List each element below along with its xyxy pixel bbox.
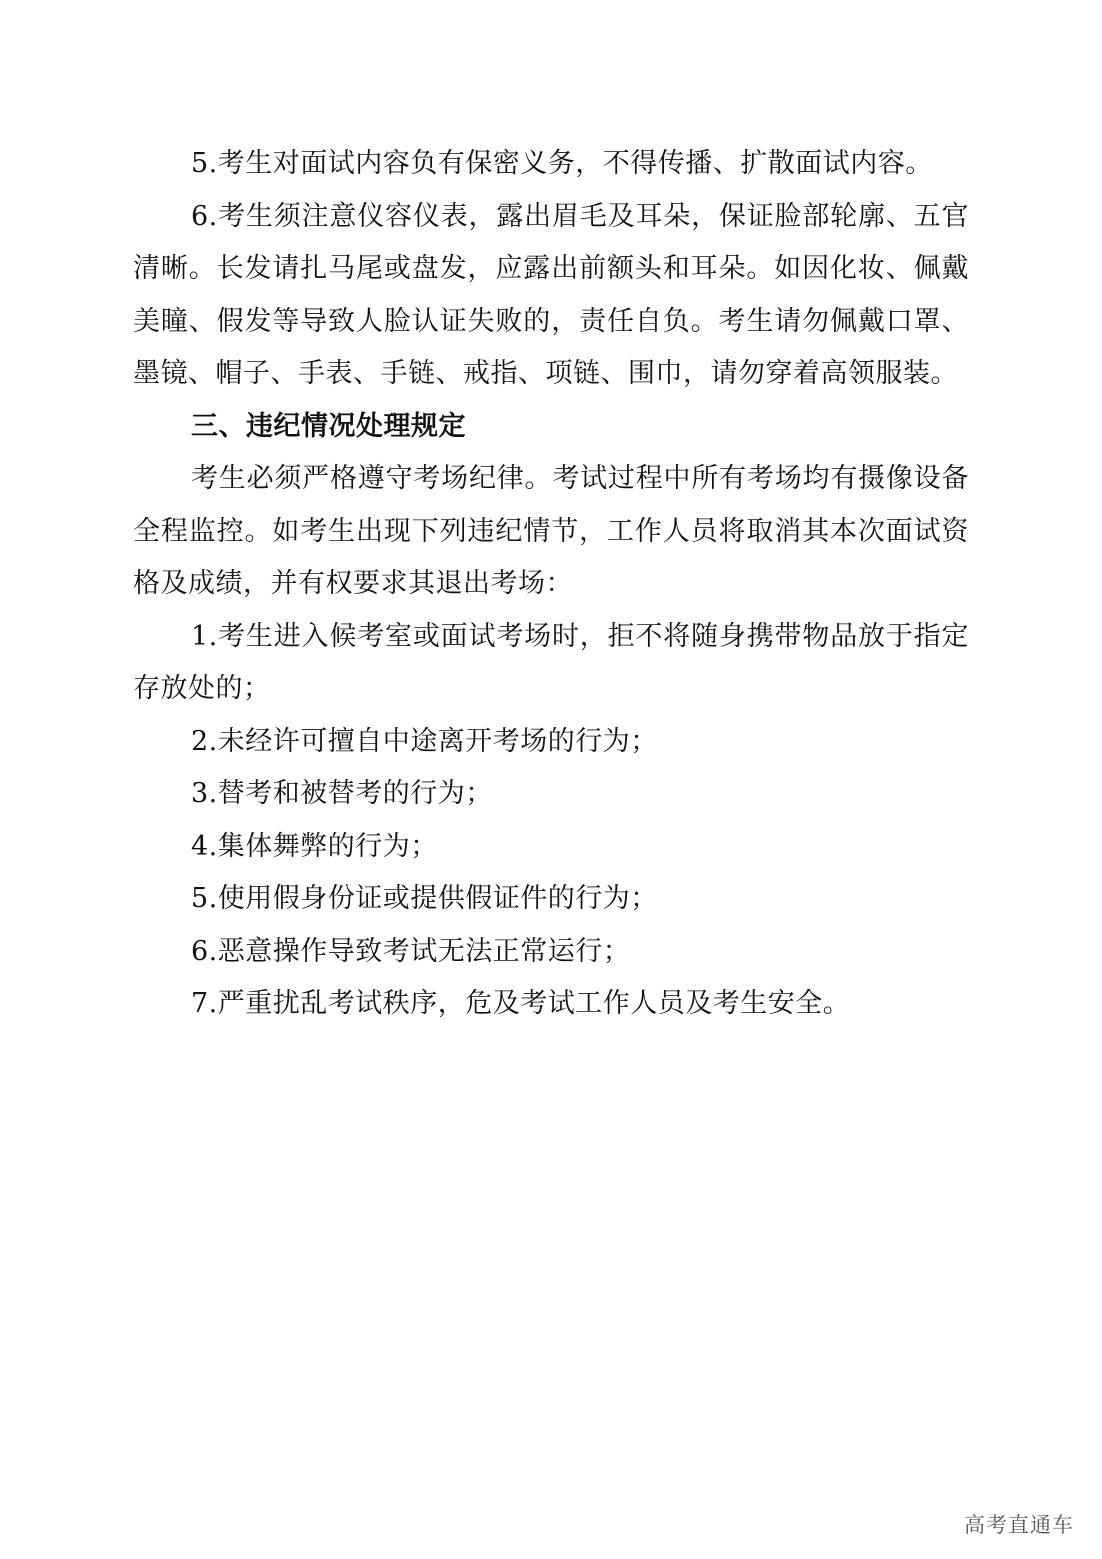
rule-item-5-confidentiality: 5.考生对面试内容负有保密义务，不得传播、扩散面试内容。 (191, 148, 933, 179)
violation-item-2: 2.未经许可擅自中途离开考场的行为； (191, 725, 658, 757)
violation-item-6: 6.恶意操作导致考试无法正常运行； (191, 935, 631, 967)
source-watermark: 高考直通车 (964, 1513, 1074, 1537)
violation-item-3: 3.替考和被替考的行为； (191, 778, 493, 809)
document-body (133, 138, 969, 1031)
violation-item-5: 5.使用假身份证或提供假证件的行为； (191, 883, 658, 914)
rule-item-6-appearance: 6.考生须注意仪容仪表，露出眉毛及耳朵，保证脸部轮廓、五官清晰。长发请扎马尾或盘发，应露出前额头和耳朵。如因化妆、佩戴美瞳、假发等导致人脸认证失败的，责任自负。考生请勿佩戴口罩、墨镜、帽子、手表、手链、戒指、项链、围巾，请勿穿着高领服装。 (133, 200, 969, 389)
violation-item-7: 7.严重扰乱考试秩序，危及考试工作人员及考生安全。 (191, 988, 851, 1019)
violation-item-4: 4.集体舞弊的行为； (191, 830, 438, 862)
violations-intro-paragraph: 考生必须严格遵守考场纪律。考试过程中所有考场均有摄像设备全程监控。如考生出现下列违纪情节，工作人员将取消其本次面试资格及成绩，并有权要求其退出考场： (133, 463, 969, 599)
violation-item-1: 1.考生进入候考室或面试考场时，拒不将随身携带物品放于指定存放处的； (133, 620, 969, 704)
section-heading-violations: 三、违纪情况处理规定 (191, 410, 466, 442)
